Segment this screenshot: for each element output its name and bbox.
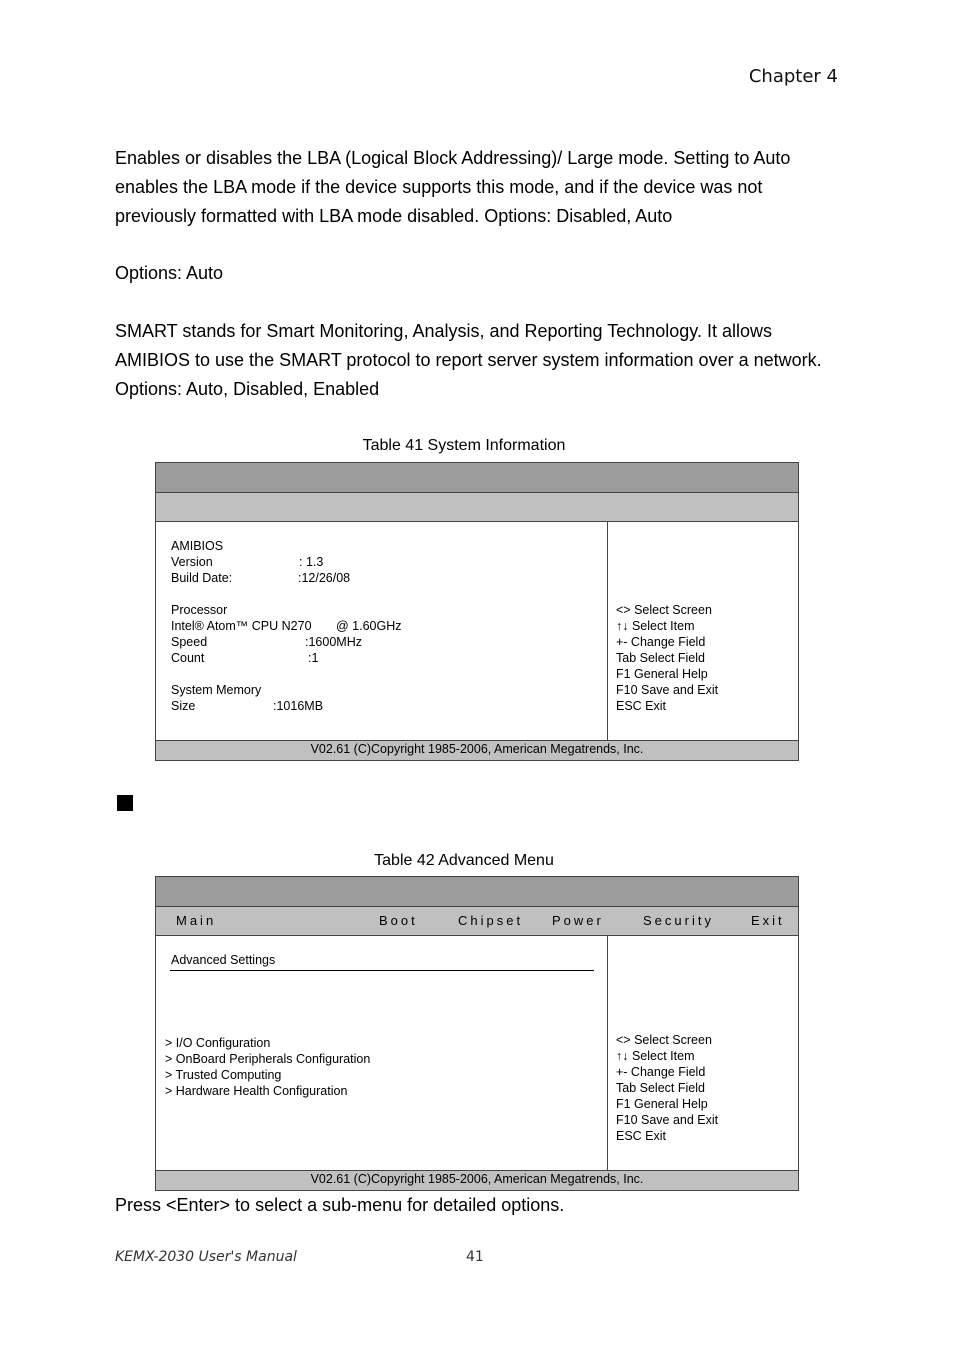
speed-label: Speed [171, 635, 208, 649]
advanced-menu-screen [155, 876, 799, 1191]
bios-copyright: V02.61 (C)Copyright 1985-2006, American Megatrends, Inc. [156, 1170, 798, 1190]
help-change-field: +- Change Field [616, 635, 706, 649]
tab-security[interactable]: Security [643, 913, 714, 928]
build-date-value: :12/26/08 [298, 571, 351, 585]
bios-copyright: V02.61 (C)Copyright 1985-2006, American Megatrends, Inc. [156, 740, 798, 760]
chapter-heading: Chapter 4 [748, 66, 838, 87]
help-select-screen: <> Select Screen [616, 603, 712, 617]
settings-pane [156, 936, 608, 1170]
help-general-help: F1 General Help [616, 667, 708, 681]
version-label: Version [171, 555, 213, 569]
bios-menu-bar [156, 907, 798, 936]
count-label: Count [171, 651, 205, 665]
help-esc-exit: ESC Exit [616, 1129, 667, 1143]
smart-description: SMART stands for Smart Monitoring, Analysis, and Reporting Technology. It allows AMIBIOS to use the SMART protocol to report server system information over a network. Options: Auto, Disabled, Enabled [115, 321, 822, 399]
help-save-exit: F10 Save and Exit [616, 683, 719, 697]
help-select-item: ↑↓ Select Item [616, 1049, 695, 1063]
help-esc-exit: ESC Exit [616, 699, 667, 713]
menu-item-io-configuration[interactable]: > I/O Configuration [165, 1036, 271, 1050]
help-pane [608, 936, 798, 1170]
menu-item-onboard-peripherals[interactable]: > OnBoard Peripherals Configuration [165, 1052, 371, 1066]
press-enter-note: Press <Enter> to select a sub-menu for detailed options. [115, 1195, 565, 1215]
bios-body [156, 936, 798, 1170]
system-information-screen [155, 462, 799, 761]
help-select-item: ↑↓ Select Item [616, 619, 695, 633]
help-pane [608, 522, 798, 740]
size-value: :1016MB [273, 699, 324, 713]
options-auto: Options: Auto [115, 263, 224, 283]
bios-title-bar [156, 877, 798, 907]
bios-body [156, 522, 798, 740]
tab-boot[interactable]: Boot [379, 913, 418, 928]
menu-item-hardware-health[interactable]: > Hardware Health Configuration [165, 1084, 348, 1098]
build-date-label: Build Date: [171, 571, 233, 585]
help-general-help: F1 General Help [616, 1097, 708, 1111]
help-save-exit: F10 Save and Exit [616, 1113, 719, 1127]
amibios-heading: AMIBIOS [171, 539, 224, 553]
table41-caption: Table 41 System Information [362, 437, 566, 454]
processor-heading: Processor [171, 603, 228, 617]
speed-value: :1600MHz [305, 635, 362, 649]
tab-power[interactable]: Power [552, 913, 604, 928]
size-label: Size [171, 699, 196, 713]
bios-title-bar [156, 463, 798, 493]
tab-chipset[interactable]: Chipset [458, 913, 524, 928]
section-divider [170, 970, 594, 971]
version-value: : 1.3 [299, 555, 324, 569]
tab-exit[interactable]: Exit [751, 913, 785, 928]
cpu-frequency: @ 1.60GHz [336, 619, 402, 633]
help-select-field: Tab Select Field [616, 1081, 705, 1095]
table42-caption: Table 42 Advanced Menu [374, 852, 554, 869]
help-select-field: Tab Select Field [616, 651, 705, 665]
help-select-screen: <> Select Screen [616, 1033, 712, 1047]
system-memory-heading: System Memory [171, 683, 262, 697]
page-number: 41 [466, 1249, 484, 1265]
info-pane [156, 522, 608, 740]
cpu-name: Intel® Atom™ CPU N270 [171, 619, 312, 633]
count-value: :1 [308, 651, 319, 665]
tab-main[interactable]: Main [176, 913, 217, 928]
help-change-field: +- Change Field [616, 1065, 706, 1079]
manual-title: KEMX-2030 User's Manual [115, 1249, 297, 1265]
section-title: Advanced Settings [171, 953, 276, 967]
lba-description: Enables or disables the LBA (Logical Block Addressing)/ Large mode. Setting to Auto enables the LBA mode if the device supports this mode, and if the device was not previously formatted with LBA mode disabled. Options: Disabled, Auto [115, 148, 791, 226]
bios-menu-bar [156, 493, 798, 522]
menu-item-trusted-computing[interactable]: > Trusted Computing [165, 1068, 282, 1082]
square-bullet-icon [117, 795, 133, 811]
